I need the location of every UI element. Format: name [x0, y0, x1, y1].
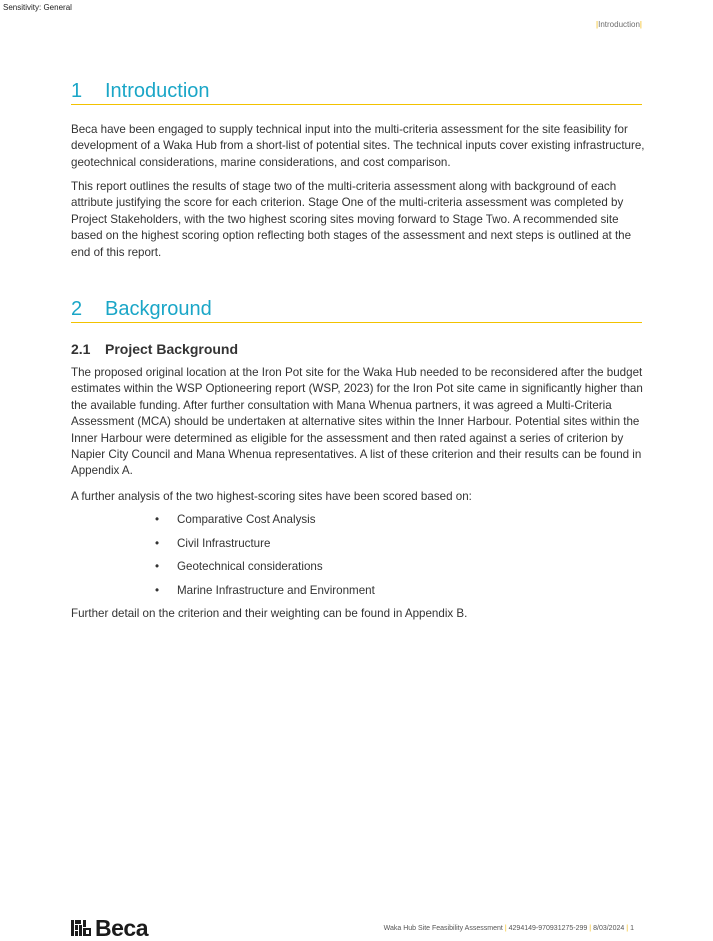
beca-logo-icon	[71, 919, 91, 937]
list-item	[155, 583, 375, 607]
list-item	[155, 512, 375, 536]
running-header-bar-right: |	[639, 20, 642, 29]
footer-document-title: Waka Hub Site Feasibility Assessment	[383, 925, 503, 932]
bullet-icon: •	[155, 560, 160, 573]
running-header	[596, 20, 642, 29]
footer-date: 8/03/2024	[593, 925, 625, 932]
list-item-text: Geotechnical considerations	[177, 560, 323, 573]
footer-page-number: 1	[630, 925, 634, 932]
bullet-icon: •	[155, 536, 160, 550]
background-paragraph-1: The proposed original location at the Iron Pot site for the Waka Hub needed to be reconsidered after the budget estimates within the WSP Optioneering report (WSP, 2023) for the Iron Pot site came in significantly higher than the available funding. After further consultation with Mana Whenua partners, it was agreed a Multi-Criteria Assessment (MCA) should be undertaken at alternative sites within the Inner Harbour. Potential sites within the Inner Harbour were determined as eligible for the assessment and then rated against a series of criterion by Napier City Council and Mana Whenua representatives. A list of these criterion and their results can be found in Appendix A.	[71, 366, 643, 478]
footer-document-number: 4294149-970931275-299	[508, 925, 588, 932]
list-item	[155, 536, 375, 560]
bullet-icon: •	[155, 583, 160, 597]
heading-title: Background	[105, 298, 212, 320]
subheading-project-background	[71, 341, 238, 357]
running-header-bar-left: |	[596, 20, 599, 29]
subheading-number: 2.1	[71, 341, 91, 357]
criteria-bullet-list	[155, 512, 375, 606]
intro-paragraph-2: This report outlines the results of stage two of the multi-criteria assessment along with background of each attribute justifying the score for each criterion. Stage One of the multi-criteria assessment was completed by Project Stakeholders, with the two highest scoring sites moving forward to Stage Two. A recommended site based on the highest scoring option reflecting both stages of the assessment and next steps is outlined at the end of this report.	[71, 180, 632, 259]
heading-background	[71, 297, 642, 323]
footer-separator: |	[589, 925, 592, 932]
heading-number: 1	[71, 80, 83, 102]
background-closing-paragraph: Further detail on the criterion and their weighting can be found in Appendix B.	[71, 607, 468, 620]
list-item	[155, 559, 375, 583]
heading-introduction	[71, 79, 642, 105]
heading-title: Introduction	[105, 80, 210, 102]
list-item-text: Comparative Cost Analysis	[177, 513, 316, 526]
beca-logo	[71, 916, 148, 940]
running-header-title: Introduction	[598, 20, 640, 29]
background-paragraph-2: A further analysis of the two highest-scoring sites have been scored based on:	[71, 490, 472, 503]
footer-separator: |	[504, 925, 507, 932]
subheading-title: Project Background	[105, 341, 239, 357]
sensitivity-label: Sensitivity: General	[3, 3, 72, 12]
heading-number: 2	[71, 298, 83, 320]
beca-wordmark: Beca	[95, 915, 148, 941]
intro-paragraph-1: Beca have been engaged to supply technical input into the multi-criteria assessment for the site feasibility for development of a Waka Hub from a short-list of potential sites. The technical inputs cover existing infrastructure, geotechnical considerations, marine considerations, and cost comparison.	[71, 123, 645, 169]
list-item-text: Marine Infrastructure and Environment	[177, 583, 375, 597]
footer-separator: |	[626, 925, 629, 932]
bullet-icon: •	[155, 513, 160, 526]
footer-document-info	[384, 925, 634, 932]
list-item-text: Civil Infrastructure	[177, 536, 271, 550]
